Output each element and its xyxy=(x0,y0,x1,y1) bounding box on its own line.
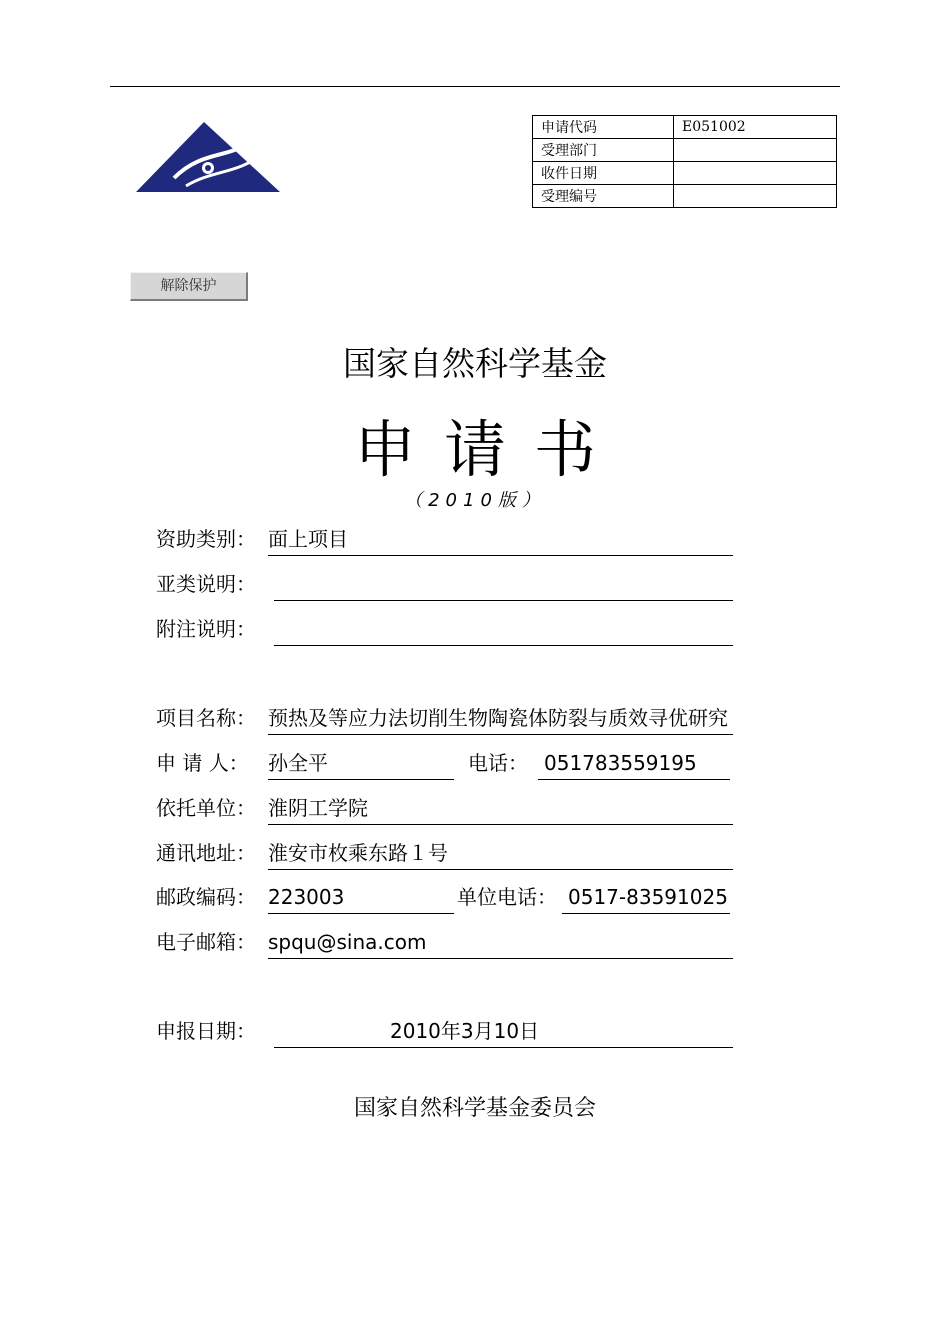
table-row xyxy=(533,139,837,162)
applicant-value[interactable]: 孙全平 xyxy=(268,751,328,775)
table-row xyxy=(533,162,837,185)
funding-type-row xyxy=(156,524,736,556)
applicant-row xyxy=(156,748,736,780)
admin-value xyxy=(674,162,837,185)
doc-title: 申请书 xyxy=(353,413,624,486)
admin-value: E051002 xyxy=(674,116,837,139)
note-row xyxy=(156,614,736,646)
underline xyxy=(274,600,733,601)
email-label: 电子邮箱： xyxy=(156,930,256,954)
institution-label: 依托单位： xyxy=(156,796,256,820)
underline xyxy=(268,555,733,556)
applicant-label: 申 请 人： xyxy=(156,751,249,775)
admin-value xyxy=(674,185,837,208)
phone-label: 电话： xyxy=(468,751,528,775)
postcode-value[interactable]: 223003 xyxy=(268,885,345,909)
admin-label: 受理部门 xyxy=(533,139,674,162)
underline xyxy=(268,958,733,959)
sub-type-label: 亚类说明： xyxy=(156,572,256,596)
phone-value[interactable]: 051783559195 xyxy=(544,751,697,775)
admin-value xyxy=(674,139,837,162)
underline xyxy=(562,913,730,914)
project-name-row xyxy=(156,703,796,735)
table-row xyxy=(533,116,837,139)
funding-type-value[interactable]: 面上项目 xyxy=(268,527,348,551)
postcode-label: 邮政编码： xyxy=(156,885,256,909)
underline xyxy=(274,1047,733,1048)
admin-label: 申请代码 xyxy=(533,116,674,139)
admin-table xyxy=(532,115,837,208)
unit-phone-value[interactable]: 0517-83591025 xyxy=(568,885,728,909)
org-title: 国家自然科学基金 xyxy=(343,344,607,383)
project-name-value[interactable]: 预热及等应力法切削生物陶瓷体防裂与质效寻优研究 xyxy=(268,706,728,730)
committee-name: 国家自然科学基金委员会 xyxy=(353,1096,596,1121)
underline xyxy=(268,913,454,914)
underline xyxy=(538,779,730,780)
institution-value[interactable]: 淮阴工学院 xyxy=(268,796,368,820)
admin-label: 受理编号 xyxy=(533,185,674,208)
postcode-row xyxy=(156,882,736,914)
project-name-label: 项目名称： xyxy=(156,706,256,730)
underline xyxy=(268,734,733,735)
edition-label: （2010版） xyxy=(404,490,546,511)
unit-phone-label: 单位电话： xyxy=(457,885,557,909)
underline xyxy=(268,779,454,780)
submit-date-value[interactable]: 2010年3月10日 xyxy=(390,1019,540,1043)
submit-date-label: 申报日期： xyxy=(156,1019,256,1043)
note-label: 附注说明： xyxy=(156,617,256,641)
funding-type-label: 资助类别： xyxy=(156,527,256,551)
table-row xyxy=(533,185,837,208)
address-label: 通讯地址： xyxy=(156,841,256,865)
admin-label: 收件日期 xyxy=(533,162,674,185)
sub-type-row xyxy=(156,569,736,601)
address-value[interactable]: 淮安市枚乘东路１号 xyxy=(268,841,448,865)
email-value[interactable]: spqu@sina.com xyxy=(268,930,427,954)
institution-row xyxy=(156,793,736,825)
underline xyxy=(274,645,733,646)
address-row xyxy=(156,838,736,870)
nsfc-logo xyxy=(134,120,282,196)
email-row xyxy=(156,927,736,959)
header-rule xyxy=(110,86,840,87)
submit-date-row xyxy=(156,1016,736,1048)
underline xyxy=(268,869,733,870)
underline xyxy=(268,824,733,825)
unprotect-button[interactable]: 解除保护 xyxy=(130,272,248,301)
